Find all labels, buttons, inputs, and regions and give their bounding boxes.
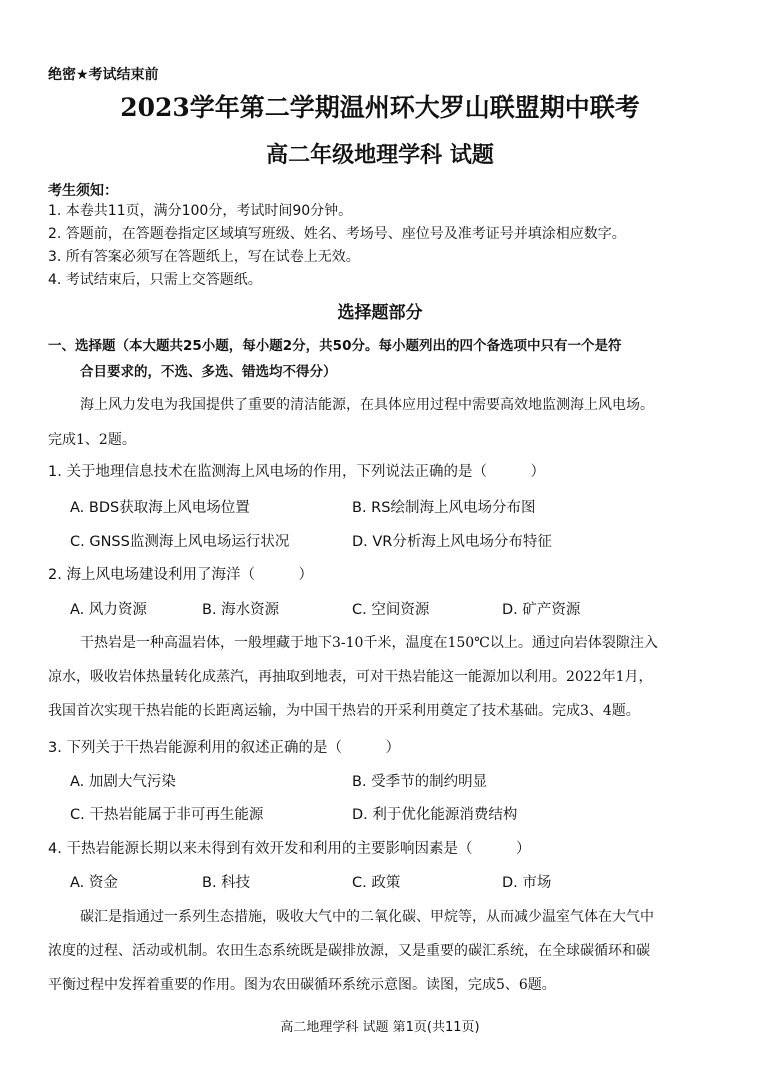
passage-3-line: 平衡过程中发挥着重要的作用。图为农田碳循环系统示意图。读图，完成5、6题。 (48, 977, 556, 993)
q2-option-b: B. 海水资源 (202, 602, 280, 618)
section-title: 选择题部分 (337, 303, 423, 323)
q3-option-a: A. 加剧大气污染 (70, 774, 176, 790)
q2-option-a: A. 风力资源 (70, 602, 147, 618)
exam-title: 2023学年第二学期温州环大罗山联盟期中联考 (120, 93, 640, 122)
confidential-mark: 绝密★考试结束前 (48, 67, 159, 83)
question-3-stem: 3. 下列关于干热岩能源利用的叙述正确的是（ ） (48, 740, 400, 756)
passage-2-line: 干热岩是一种高温岩体，一般埋藏于地下3-10千米，温度在150℃以上。通过向岩体裂隙注入 (80, 635, 658, 651)
q4-option-a: A. 资金 (70, 875, 118, 891)
q1-option-d: D. VR分析海上风电场分布特征 (352, 534, 552, 550)
part-heading-cont: 合目要求的，不选、多选、错选均不得分） (80, 364, 337, 380)
q4-option-d: D. 市场 (502, 875, 552, 891)
q1-option-b: B. RS绘制海上风电场分布图 (352, 500, 536, 516)
notice-item: 2. 答题前，在答题卷指定区域填写班级、姓名、考场号、座位号及准考证号并填涂相应数字。 (48, 226, 626, 242)
q3-option-c: C. 干热岩能属于非可再生能源 (70, 807, 264, 823)
notice-item: 3. 所有答案必须写在答题纸上，写在试卷上无效。 (48, 249, 360, 265)
q2-option-c: C. 空间资源 (352, 602, 430, 618)
passage-1-line: 海上风力发电为我国提供了重要的清洁能源，在具体应用过程中需要高效地监测海上风电场。 (80, 397, 654, 413)
passage-3-line: 碳汇是指通过一系列生态措施，吸收大气中的二氧化碳、甲烷等，从而减少温室气体在大气中 (80, 909, 654, 925)
q4-option-b: B. 科技 (202, 875, 251, 891)
passage-2-line: 我国首次实现干热岩能的长距离运输，为中国干热岩的开采利用奠定了技术基础。完成3、4题。 (48, 703, 640, 719)
q3-option-b: B. 受季节的制约明显 (352, 774, 488, 790)
q1-option-c: C. GNSS监测海上风电场运行状况 (70, 534, 290, 550)
question-4-stem: 4. 干热岩能源长期以来未得到有效开发和利用的主要影响因素是（ ） (48, 841, 531, 857)
q3-option-d: D. 利于优化能源消费结构 (352, 807, 518, 823)
q1-option-a: A. BDS获取海上风电场位置 (70, 500, 250, 516)
part-heading: 一、选择题（本大题共25小题，每小题2分，共50分。每小题列出的四个备选项中只有一个是符 (48, 338, 622, 354)
passage-2-line: 凉水，吸收岩体热量转化成蒸汽，再抽取到地表，可对干热岩能这一能源加以利用。2022年1月， (48, 669, 653, 685)
q4-option-c: C. 政策 (352, 875, 401, 891)
question-1-stem: 1. 关于地理信息技术在监测海上风电场的作用，下列说法正确的是（ ） (48, 464, 545, 480)
notice-item: 4. 考试结束后，只需上交答题纸。 (48, 272, 262, 288)
exam-subtitle: 高二年级地理学科 试题 (266, 142, 494, 168)
page-footer: 高二地理学科 试题 第1页(共11页) (280, 1020, 480, 1035)
q2-option-d: D. 矿产资源 (502, 602, 581, 618)
notice-heading: 考生须知： (48, 183, 118, 199)
passage-1-line: 完成1、2题。 (48, 432, 136, 448)
question-2-stem: 2. 海上风电场建设利用了海洋（ ） (48, 567, 313, 583)
passage-3-line: 浓度的过程、活动或机制。农田生态系统既是碳排放源，又是重要的碳汇系统，在全球碳循环和碳 (48, 943, 650, 959)
notice-item: 1. 本卷共11页，满分100分，考试时间90分钟。 (48, 203, 353, 219)
